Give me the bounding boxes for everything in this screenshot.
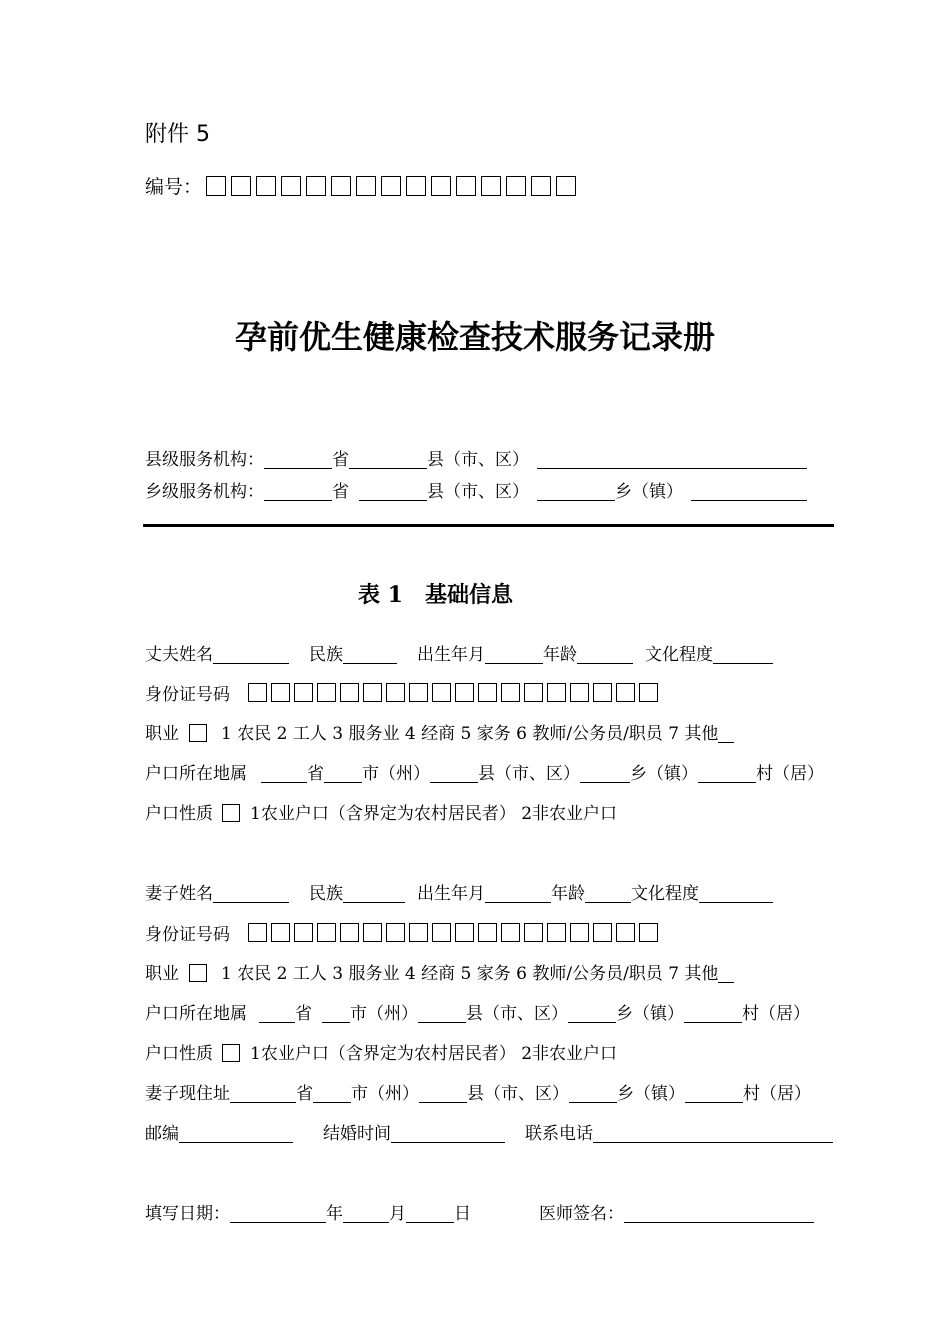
province-label: 省 [332,482,349,502]
education-blank[interactable] [699,884,773,903]
village-blank[interactable] [685,1084,743,1103]
husband-hukou-location-row [145,759,824,784]
occupation-other-blank[interactable] [718,724,734,743]
wife-name-label: 妻子姓名 [145,884,213,904]
id-digit-box[interactable] [386,683,405,702]
serial-digit-box[interactable] [356,176,376,196]
doctor-signature-label: 医师签名： [539,1204,624,1224]
id-digit-box[interactable] [432,683,451,702]
serial-digit-box[interactable] [431,176,451,196]
township-blank[interactable] [569,1084,617,1103]
id-digit-box[interactable] [248,923,267,942]
province-label: 省 [296,1084,313,1104]
wife-contact-row [145,1119,833,1144]
id-digit-box[interactable] [271,683,290,702]
id-digit-box[interactable] [524,683,543,702]
id-digit-box[interactable] [547,683,566,702]
divider [143,524,834,527]
id-digit-box[interactable] [294,683,313,702]
village-label: 村（居） [742,1004,810,1024]
serial-digit-box[interactable] [456,176,476,196]
husband-hukou-type-row [145,799,617,824]
ethnicity-blank[interactable] [343,884,405,903]
birth-blank[interactable] [485,884,551,903]
id-digit-box[interactable] [409,923,428,942]
age-blank[interactable] [577,645,633,664]
serial-digit-box[interactable] [531,176,551,196]
occupation-checkbox[interactable] [189,724,207,742]
postcode-label: 邮编 [145,1124,179,1144]
address-label: 妻子现住址 [145,1084,230,1104]
county-blank[interactable] [430,764,478,783]
occupation-options: 1 农民 2 工人 3 服务业 4 经商 5 家务 6 教师/公务员/职员 7 其他 [221,724,719,744]
table-title: 表 1 基础信息 [358,582,513,608]
fill-date-label: 填写日期： [145,1204,230,1224]
township-blank[interactable] [580,764,630,783]
id-digit-box[interactable] [317,923,336,942]
wife-id-row [145,920,662,945]
id-digit-box[interactable] [478,683,497,702]
wife-basic-row [145,879,773,904]
occupation-checkbox[interactable] [189,964,207,982]
marriage-date-blank[interactable] [391,1124,505,1143]
id-digit-box[interactable] [271,923,290,942]
county-blank[interactable] [419,1084,467,1103]
footer-row [145,1199,814,1224]
occupation-label: 职业 [145,964,179,984]
city-label: 市（州） [362,764,430,784]
village-blank[interactable] [684,1004,742,1023]
hukou-location-label: 户口所在地属 [145,764,247,784]
id-digit-box[interactable] [501,683,520,702]
township-label: 乡（镇） [617,1084,685,1104]
year-blank[interactable] [230,1204,326,1223]
village-label: 村（居） [743,1084,811,1104]
day-blank[interactable] [406,1204,454,1223]
serial-digit-box[interactable] [381,176,401,196]
page-title: 孕前优生健康检查技术服务记录册 [234,318,715,356]
age-label: 年龄 [551,884,585,904]
wife-occupation-row [145,959,734,984]
serial-digit-box[interactable] [506,176,526,196]
id-digit-box[interactable] [340,923,359,942]
id-digit-box[interactable] [340,683,359,702]
county-agency-label: 县级服务机构： [145,450,264,470]
hukou-type-checkbox[interactable] [222,804,240,822]
husband-name-blank[interactable] [213,645,289,664]
serial-boxes[interactable] [206,176,581,196]
wife-name-blank[interactable] [213,884,289,903]
education-blank[interactable] [713,645,773,664]
city-blank[interactable] [313,1084,351,1103]
county-blank[interactable] [359,482,427,501]
month-label: 月 [389,1204,406,1224]
hukou-type-options: 1农业户口（含界定为农村居民者） 2非农业户口 [250,804,618,824]
county-agency-row [145,445,807,470]
town-agency-row [145,477,807,502]
province-blank[interactable] [259,1004,295,1023]
agency-name-blank[interactable] [537,450,807,469]
province-blank[interactable] [230,1084,296,1103]
id-digit-box[interactable] [547,923,566,942]
city-label: 市（州） [350,1004,418,1024]
serial-digit-box[interactable] [206,176,226,196]
occupation-other-blank[interactable] [718,964,734,983]
id-digit-box[interactable] [317,683,336,702]
id-digit-box[interactable] [593,923,612,942]
hukou-type-checkbox[interactable] [222,1044,240,1062]
county-blank[interactable] [349,450,427,469]
id-digit-box[interactable] [524,923,543,942]
occupation-label: 职业 [145,724,179,744]
province-blank[interactable] [261,764,307,783]
id-digit-box[interactable] [386,923,405,942]
id-label: 身份证号码 [145,685,230,705]
id-digit-box[interactable] [294,923,313,942]
birth-label: 出生年月 [417,645,485,665]
province-blank[interactable] [264,450,332,469]
township-label: 乡（镇） [615,482,683,502]
agency-name-blank[interactable] [691,482,807,501]
id-digit-box[interactable] [455,683,474,702]
serial-digit-box[interactable] [556,176,576,196]
town-agency-label: 乡级服务机构： [145,482,264,502]
id-label: 身份证号码 [145,925,230,945]
hukou-type-options: 1农业户口（含界定为农村居民者） 2非农业户口 [250,1044,618,1064]
county-label: 县（市、区） [427,482,529,502]
marriage-date-label: 结婚时间 [323,1124,391,1144]
ethnicity-label: 民族 [309,884,343,904]
city-label: 市（州） [351,1084,419,1104]
education-label: 文化程度 [645,645,713,665]
county-label: 县（市、区） [466,1004,568,1024]
id-digit-box[interactable] [593,683,612,702]
id-digit-box[interactable] [248,683,267,702]
city-blank[interactable] [322,1004,350,1023]
occupation-options: 1 农民 2 工人 3 服务业 4 经商 5 家务 6 教师/公务员/职员 7 其他 [221,964,719,984]
id-digit-box[interactable] [616,683,635,702]
serial-digit-box[interactable] [406,176,426,196]
hukou-location-label: 户口所在地属 [145,1004,247,1024]
county-label: 县（市、区） [467,1084,569,1104]
hukou-type-label: 户口性质 [145,1044,213,1064]
county-label: 县（市、区） [478,764,580,784]
husband-id-row [145,680,662,705]
day-label: 日 [454,1204,471,1224]
id-digit-box[interactable] [455,923,474,942]
id-digit-box[interactable] [478,923,497,942]
serial-digit-box[interactable] [256,176,276,196]
age-label: 年龄 [543,645,577,665]
year-label: 年 [326,1204,343,1224]
wife-address-row [145,1079,811,1104]
ethnicity-blank[interactable] [343,645,397,664]
province-label: 省 [295,1004,312,1024]
serial-digit-box[interactable] [231,176,251,196]
husband-basic-row [145,640,773,665]
id-digit-box[interactable] [616,923,635,942]
age-blank[interactable] [585,884,631,903]
hukou-type-label: 户口性质 [145,804,213,824]
id-digit-box[interactable] [639,923,658,942]
id-digit-box[interactable] [409,683,428,702]
month-blank[interactable] [343,1204,389,1223]
husband-name-label: 丈夫姓名 [145,645,213,665]
birth-label: 出生年月 [417,884,485,904]
serial-number-row [145,172,581,199]
id-digit-box[interactable] [363,923,382,942]
serial-label: 编号： [145,176,203,198]
wife-id-boxes[interactable] [248,923,662,942]
township-label: 乡（镇） [630,764,698,784]
id-digit-box[interactable] [501,923,520,942]
city-blank[interactable] [324,764,362,783]
postcode-blank[interactable] [179,1124,293,1143]
ethnicity-label: 民族 [309,645,343,665]
phone-blank[interactable] [593,1124,833,1143]
id-digit-box[interactable] [363,683,382,702]
id-digit-box[interactable] [570,683,589,702]
id-digit-box[interactable] [570,923,589,942]
township-blank[interactable] [568,1004,616,1023]
education-label: 文化程度 [631,884,699,904]
wife-hukou-type-row [145,1039,617,1064]
phone-label: 联系电话 [525,1124,593,1144]
township-blank[interactable] [537,482,615,501]
husband-id-boxes[interactable] [248,683,662,702]
doctor-signature-blank[interactable] [624,1204,814,1223]
husband-occupation-row [145,719,734,744]
birth-blank[interactable] [485,645,543,664]
serial-digit-box[interactable] [481,176,501,196]
province-blank[interactable] [264,482,332,501]
attachment-label: 附件 5 [145,122,210,147]
serial-digit-box[interactable] [281,176,301,196]
province-label: 省 [332,450,349,470]
village-blank[interactable] [698,764,756,783]
county-blank[interactable] [418,1004,466,1023]
id-digit-box[interactable] [639,683,658,702]
serial-digit-box[interactable] [331,176,351,196]
wife-hukou-location-row [145,999,810,1024]
serial-digit-box[interactable] [306,176,326,196]
county-label: 县（市、区） [427,450,529,470]
village-label: 村（居） [756,764,824,784]
township-label: 乡（镇） [616,1004,684,1024]
id-digit-box[interactable] [432,923,451,942]
province-label: 省 [307,764,324,784]
